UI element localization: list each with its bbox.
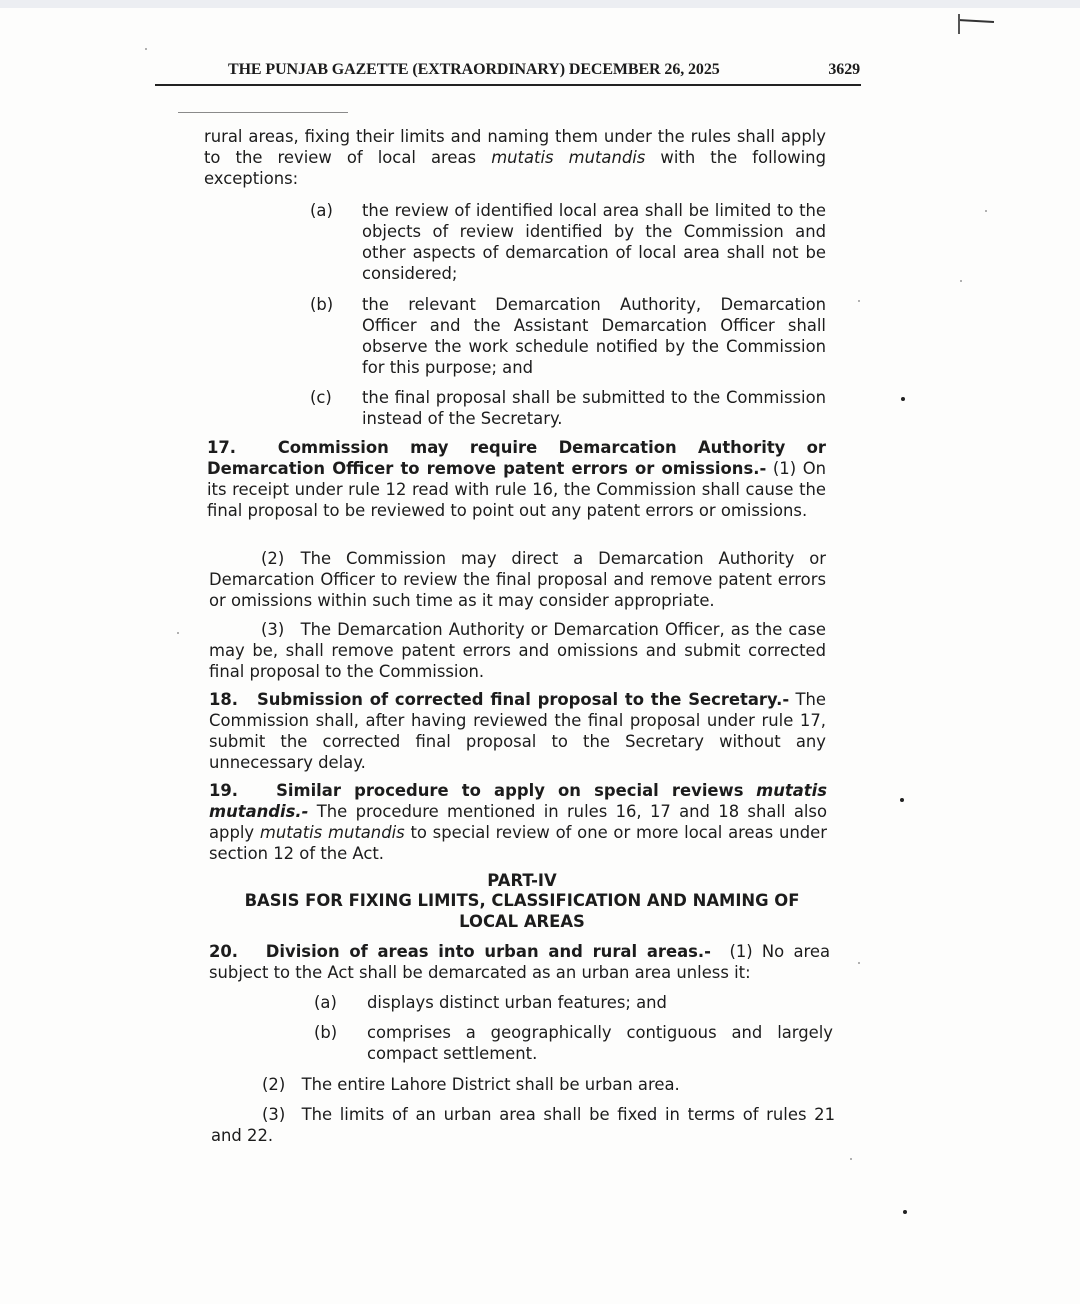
rule-20-number: 20. xyxy=(209,942,239,961)
rule-20-item-a-text: displays distinct urban features; and xyxy=(367,993,667,1012)
scan-dot xyxy=(903,1210,907,1214)
scan-speck xyxy=(850,1158,852,1160)
page-header xyxy=(228,61,860,83)
rule-20 xyxy=(209,941,830,983)
gazette-title: THE PUNJAB GAZETTE (EXTRAORDINARY) DECEMBER 26, 2025 xyxy=(228,61,720,78)
part-title: PART-IV xyxy=(487,871,557,890)
rule-18-number: 18. xyxy=(209,690,239,709)
scan-speck xyxy=(960,280,962,282)
exception-b-label: (b) xyxy=(310,295,334,314)
rule-20-sub3: (3) The limits of an urban area shall be fixed in terms of rules 21 and 22. xyxy=(211,1105,835,1145)
rule-20-sub1: (1) No area subject to the Act shall be demarcated as an urban area unless it: xyxy=(209,942,830,982)
page-number: 3629 xyxy=(828,61,860,78)
rule-17-heading: Commission may require Demarcation Authority or Demarcation Officer to remove patent errors or omissions.- xyxy=(207,438,827,478)
exception-c-label: (c) xyxy=(310,388,332,407)
exception-a-label: (a) xyxy=(310,201,333,220)
scan-speck xyxy=(985,210,987,212)
rule-17 xyxy=(207,437,826,521)
rule-20-sub2: (2) The entire Lahore District shall be urban area. xyxy=(262,1075,680,1094)
part-subtitle-line1: BASIS FOR FIXING LIMITS, CLASSIFICATION AND NAMING OF xyxy=(244,891,800,910)
exception-a-text: the review of identified local area shall be limited to the objects of review identified by the Commission and other aspects of demarcation of local area shall not be considered; xyxy=(362,201,826,283)
rule-20-item-b-label: (b) xyxy=(314,1023,338,1042)
rule-19-number: 19. xyxy=(209,781,239,800)
exception-b-text: the relevant Demarcation Authority, Demarcation Officer and the Assistant Demarcation Officer shall observe the work schedule notified by the Commission for this purpose; and xyxy=(362,295,826,377)
intro-paragraph: rural areas, fixing their limits and naming them under the rules shall apply to the review of local areas mutatis mutandis with the following exceptions: xyxy=(204,127,826,188)
rule-17-sub3: (3) The Demarcation Authority or Demarcation Officer, as the case may be, shall remove patent errors and omissions and submit corrected final proposal to the Commission. xyxy=(209,620,826,681)
scan-speck xyxy=(177,632,179,634)
rule-17-sub1: (1) On its receipt under rule 12 read with rule 16, the Commission shall cause the final proposal to be reviewed to point out any patent errors or omissions. xyxy=(207,459,827,520)
rule-18-heading: Submission of corrected final proposal to the Secretary.- xyxy=(256,690,790,709)
intro-italic: mutatis mutandis xyxy=(491,148,646,167)
scan-dot xyxy=(900,798,904,802)
scan-speck xyxy=(858,300,860,302)
continuation-rule xyxy=(178,112,348,113)
rule-19-heading: Similar procedure to apply on special reviews xyxy=(276,781,744,800)
rule-18-body: The Commission shall, after having reviewed the final proposal under rule 17, submit the corrected final proposal to the Secretary without any unnecessary delay. xyxy=(209,690,826,772)
rule-17-number: 17. xyxy=(207,438,237,457)
scan-dot xyxy=(901,397,905,401)
edge-bar xyxy=(958,14,960,34)
rule-20-item-b-text: comprises a geographically contiguous and largely compact settlement. xyxy=(367,1023,833,1063)
rule-20-heading: Division of areas into urban and rural areas.- xyxy=(265,942,711,961)
rule-19: 19. Similar procedure to apply on special reviews mutatis mutandis.- The procedure mentioned in rules 16, 17 and 18 shall also apply mutatis mutandis to special review of one or more local areas under section 12 of the Act. xyxy=(209,781,827,863)
rule-17-sub2: (2) The Commission may direct a Demarcation Authority or Demarcation Officer to review the final proposal and remove patent errors or omissions within such time as it may consider appropriate. xyxy=(209,549,826,610)
rule-20-item-a-label: (a) xyxy=(314,993,337,1012)
part-subtitle-line2: LOCAL AREAS xyxy=(459,912,585,931)
exception-c-text: the final proposal shall be submitted to the Commission instead of the Secretary. xyxy=(362,388,826,428)
scan-speck xyxy=(145,48,147,50)
rule-19-italic: mutatis mutandis xyxy=(259,823,405,842)
rule-19-heading-italic: mutatis mutandis.- xyxy=(209,781,827,821)
header-rule xyxy=(155,84,861,86)
rule-18 xyxy=(209,689,826,773)
scan-speck xyxy=(858,962,860,964)
window-top-band xyxy=(0,0,1080,8)
